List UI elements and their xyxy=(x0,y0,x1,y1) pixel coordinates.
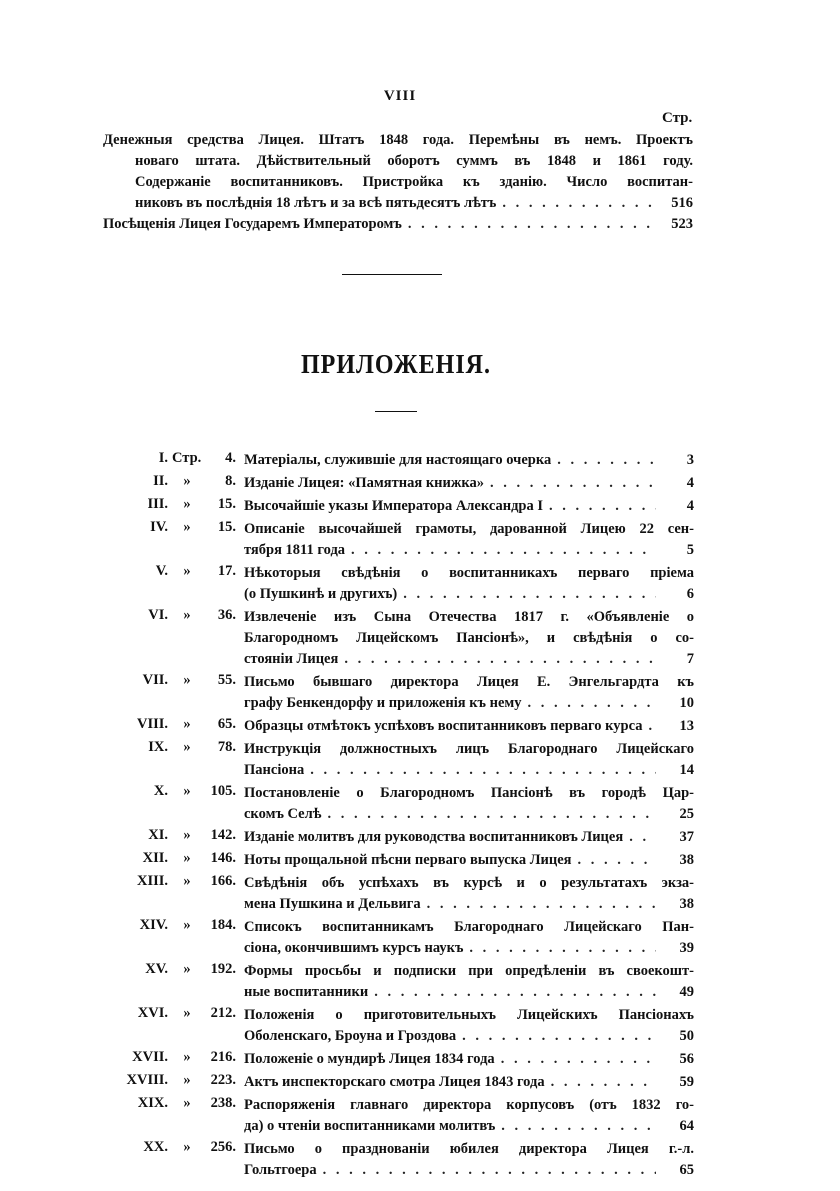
appendix-number: XV. xyxy=(145,961,168,977)
source-page: 15. xyxy=(217,519,236,535)
appendix-title xyxy=(244,672,694,714)
appendix-number: VI. xyxy=(148,607,168,623)
appendix-title xyxy=(244,563,694,605)
title-text: сіона, окончившимъ курсъ наукъ xyxy=(244,940,464,956)
appendix-page: 4 xyxy=(686,475,694,491)
appendix-title xyxy=(244,473,694,494)
appendix-page: 38 xyxy=(679,896,694,912)
dot-leader xyxy=(351,540,656,561)
appendix-title xyxy=(244,783,694,825)
appendix-page: 49 xyxy=(679,984,694,1000)
title-text: Образцы отмѣтокъ успѣховъ воспитанниковъ перваго курса xyxy=(244,718,643,734)
appendix-page: 39 xyxy=(679,940,694,956)
appendix-title xyxy=(244,1139,694,1181)
appendix-title xyxy=(244,873,694,915)
source-page: 256. xyxy=(210,1139,236,1155)
appendix-page: 59 xyxy=(679,1074,694,1090)
dot-leader xyxy=(462,1026,656,1047)
appendices-heading: ПРИЛОЖЕНІЯ. xyxy=(300,349,492,380)
ditto-mark: » xyxy=(183,716,191,732)
ditto-mark: » xyxy=(183,1005,191,1021)
title-line: Письмо бывшаго директора Лицея Е. Энгельгардта къ xyxy=(244,674,694,690)
appendix-number: IX. xyxy=(148,739,168,755)
appendix-page: 56 xyxy=(679,1051,694,1067)
title-line: Нѣкоторыя свѣдѣнія о воспитанникахъ перваго пріема xyxy=(244,565,694,581)
title-text: Пансіона xyxy=(244,762,305,778)
entry-page: 516 xyxy=(671,195,693,211)
source-page: 184. xyxy=(210,917,236,933)
ditto-mark: » xyxy=(183,917,191,933)
appendix-title xyxy=(244,1049,694,1070)
appendix-page: 38 xyxy=(679,852,694,868)
entry-line xyxy=(103,172,693,193)
dot-leader xyxy=(551,1072,656,1093)
title-line: Постановленіе о Благородномъ Пансіонѣ въ городѣ Цар- xyxy=(244,785,694,801)
ditto-mark: » xyxy=(183,1049,191,1065)
dot-leader xyxy=(501,1116,656,1137)
title-line: Свѣдѣнія объ успѣхахъ въ курсѣ и о результатахъ экза- xyxy=(244,875,694,891)
title-line: Инструкція должностныхъ лицъ Благороднаго Лицейскаго xyxy=(244,741,694,757)
appendix-number: V. xyxy=(155,563,168,579)
ditto-mark: » xyxy=(183,827,191,843)
appendix-page: 64 xyxy=(679,1118,694,1134)
appendix-title xyxy=(244,519,694,561)
appendix-page: 5 xyxy=(686,542,694,558)
page-abbrev: Стр. xyxy=(172,450,202,466)
title-line xyxy=(244,693,694,714)
ditto-mark: » xyxy=(183,873,191,889)
dot-leader xyxy=(403,584,656,605)
title-line: Формы просьбы и подписки при опредѣленіи въ своекошт- xyxy=(244,963,694,979)
appendix-title xyxy=(244,1095,694,1137)
entry-line xyxy=(103,214,693,235)
source-page: 15. xyxy=(217,496,236,512)
title-line: Благородномъ Лицейскомъ Пансіонѣ», и свѣдѣнія о со- xyxy=(244,630,694,646)
appendix-title xyxy=(244,739,694,781)
title-line xyxy=(244,540,694,561)
appendix-title xyxy=(244,1072,694,1093)
appendix-page: 14 xyxy=(679,762,694,778)
appendix-title xyxy=(244,850,694,871)
title-line xyxy=(244,827,694,848)
appendix-page: 50 xyxy=(679,1028,694,1044)
page-number: VIII xyxy=(383,88,417,104)
entry-line xyxy=(103,130,693,151)
ditto-mark: » xyxy=(183,961,191,977)
appendix-number: XIX. xyxy=(137,1095,168,1111)
appendix-number: XI. xyxy=(148,827,168,843)
appendix-number: IV. xyxy=(150,519,168,535)
source-page: 192. xyxy=(210,961,236,977)
title-text: Ноты прощальной пѣсни перваго выпуска Лицея xyxy=(244,852,572,868)
dot-leader xyxy=(528,693,656,714)
dot-leader xyxy=(427,894,656,915)
source-page: 78. xyxy=(217,739,236,755)
dot-leader xyxy=(323,1160,656,1181)
ditto-mark: » xyxy=(183,496,191,512)
title-line: Положенія о приготовительныхъ Лицейскихъ Пансіонахъ xyxy=(244,1007,694,1023)
appendix-number: XVII. xyxy=(132,1049,168,1065)
title-text: Оболенскаго, Броуна и Гроздова xyxy=(244,1028,457,1044)
appendix-page: 6 xyxy=(686,586,694,602)
page-column-label: Стр. xyxy=(662,110,693,126)
title-text: Высочайшіе указы Императора Александра I xyxy=(244,498,543,514)
source-page: 223. xyxy=(210,1072,236,1088)
source-page: 36. xyxy=(217,607,236,623)
appendix-number: I. xyxy=(158,450,168,466)
contents-entry xyxy=(103,130,693,214)
appendix-title xyxy=(244,716,694,737)
title-line xyxy=(244,982,694,1003)
divider-rule xyxy=(342,274,442,275)
dot-leader xyxy=(629,827,656,848)
title-text: графу Бенкендорфу и приложенія къ нему xyxy=(244,695,522,711)
dot-leader xyxy=(557,450,656,471)
ditto-mark: » xyxy=(183,519,191,535)
title-line xyxy=(244,1160,694,1181)
title-line xyxy=(244,1049,694,1070)
appendix-page: 25 xyxy=(679,806,694,822)
appendix-title xyxy=(244,917,694,959)
title-line: Описаніе высочайшей грамоты, дарованной Лицею 22 сен- xyxy=(244,521,694,537)
ditto-mark: » xyxy=(183,739,191,755)
entry-page: 523 xyxy=(671,216,693,232)
source-page: 4. xyxy=(225,450,236,466)
entry-line xyxy=(103,193,693,214)
source-page: 142. xyxy=(210,827,236,843)
dot-leader xyxy=(578,850,657,871)
ditto-mark: » xyxy=(183,607,191,623)
title-line: Распоряженія главнаго директора корпусовъ (отъ 1832 го- xyxy=(244,1097,694,1113)
appendix-number: XII. xyxy=(142,850,168,866)
source-page: 212. xyxy=(210,1005,236,1021)
title-text: стояніи Лицея xyxy=(244,651,339,667)
appendix-page: 7 xyxy=(686,651,694,667)
title-line xyxy=(244,450,694,471)
ditto-mark: » xyxy=(183,850,191,866)
appendix-number: VIII. xyxy=(136,716,168,732)
dot-leader xyxy=(490,473,656,494)
appendix-title xyxy=(244,1005,694,1047)
ditto-mark: » xyxy=(183,783,191,799)
title-text: да) о чтеніи воспитанниками молитвъ xyxy=(244,1118,496,1134)
title-line xyxy=(244,716,694,737)
source-page: 238. xyxy=(210,1095,236,1111)
title-text: (о Пушкинѣ и другихъ) xyxy=(244,586,398,602)
dot-leader xyxy=(469,938,656,959)
dot-leader xyxy=(501,1049,656,1070)
appendix-title xyxy=(244,607,694,670)
title-text: Положеніе о мундирѣ Лицея 1834 года xyxy=(244,1051,495,1067)
appendix-page: 3 xyxy=(686,452,694,468)
appendix-page: 37 xyxy=(679,829,694,845)
appendix-number: XIII. xyxy=(136,873,168,889)
title-text: скомъ Селѣ xyxy=(244,806,322,822)
ditto-mark: » xyxy=(183,1139,191,1155)
title-text: Изданіе молитвъ для руководства воспитанниковъ Лицея xyxy=(244,829,624,845)
appendix-title xyxy=(244,450,694,471)
appendix-number: II. xyxy=(153,473,168,489)
contents-entry xyxy=(103,214,693,235)
title-line xyxy=(244,1026,694,1047)
appendix-number: XIV. xyxy=(139,917,168,933)
title-line: Извлеченіе изъ Сына Отечества 1817 г. «Объявленіе о xyxy=(244,609,694,625)
title-line xyxy=(244,850,694,871)
appendix-number: III. xyxy=(147,496,168,512)
ditto-mark: » xyxy=(183,563,191,579)
source-page: 146. xyxy=(210,850,236,866)
appendix-number: X. xyxy=(153,783,168,799)
appendix-page: 65 xyxy=(679,1162,694,1178)
entry-line xyxy=(103,151,693,172)
entry-text: Посѣщенія Лицея Государемъ Императоромъ xyxy=(103,216,402,232)
appendix-number: VII. xyxy=(142,672,168,688)
dot-leader xyxy=(648,716,656,737)
source-page: 216. xyxy=(210,1049,236,1065)
dot-leader xyxy=(310,760,656,781)
title-line xyxy=(244,649,694,670)
heading-underline xyxy=(375,411,417,412)
ditto-mark: » xyxy=(183,473,191,489)
ditto-mark: » xyxy=(183,1095,191,1111)
dot-leader xyxy=(327,804,656,825)
title-line xyxy=(244,584,694,605)
title-line xyxy=(244,496,694,517)
entry-text: Содержаніе воспитанниковъ. Пристройка къ зданію. Число воспитан- xyxy=(135,174,693,190)
title-line xyxy=(244,804,694,825)
dot-leader xyxy=(502,193,655,214)
dot-leader xyxy=(344,649,656,670)
source-page: 17. xyxy=(217,563,236,579)
title-text: ные воспитанники xyxy=(244,984,369,1000)
dot-leader xyxy=(408,214,655,235)
source-page: 55. xyxy=(217,672,236,688)
source-page: 65. xyxy=(217,716,236,732)
title-line xyxy=(244,1072,694,1093)
title-line: Письмо о празднованіи юбилея директора Лицея г.-л. xyxy=(244,1141,694,1157)
title-line xyxy=(244,760,694,781)
title-line: Списокъ воспитанникамъ Благороднаго Лицейскаго Пан- xyxy=(244,919,694,935)
source-page: 166. xyxy=(210,873,236,889)
ditto-mark: » xyxy=(183,1072,191,1088)
appendix-title xyxy=(244,827,694,848)
title-text: Гольтгоера xyxy=(244,1162,317,1178)
title-line xyxy=(244,1116,694,1137)
appendix-page: 10 xyxy=(679,695,694,711)
title-line xyxy=(244,894,694,915)
source-page: 8. xyxy=(225,473,236,489)
appendix-title xyxy=(244,961,694,1003)
entry-text: Денежныя средства Лицея. Штатъ 1848 года. Перемѣны въ немъ. Проектъ xyxy=(103,132,693,148)
appendix-page: 4 xyxy=(686,498,694,514)
appendix-number: XVI. xyxy=(137,1005,168,1021)
ditto-mark: » xyxy=(183,672,191,688)
source-page: 105. xyxy=(210,783,236,799)
title-text: мена Пушкина и Дельвига xyxy=(244,896,421,912)
appendix-number: XVIII. xyxy=(126,1072,168,1088)
title-text: Изданіе Лицея: «Памятная книжка» xyxy=(244,475,485,491)
dot-leader xyxy=(549,496,656,517)
appendix-page: 13 xyxy=(679,718,694,734)
dot-leader xyxy=(374,982,656,1003)
entry-text: новаго штата. Дѣйствительный оборотъ суммъ въ 1848 и 1861 году. xyxy=(135,153,693,169)
entry-text: никовъ въ послѣднія 18 лѣтъ и за всѣ пятьдесятъ лѣтъ xyxy=(135,195,497,211)
title-text: Актъ инспекторскаго смотра Лицея 1843 года xyxy=(244,1074,545,1090)
title-line xyxy=(244,938,694,959)
title-text: Матеріалы, служившіе для настоящаго очерка xyxy=(244,452,552,468)
appendix-number: XX. xyxy=(143,1139,168,1155)
title-line xyxy=(244,473,694,494)
appendix-title xyxy=(244,496,694,517)
title-text: тября 1811 года xyxy=(244,542,346,558)
